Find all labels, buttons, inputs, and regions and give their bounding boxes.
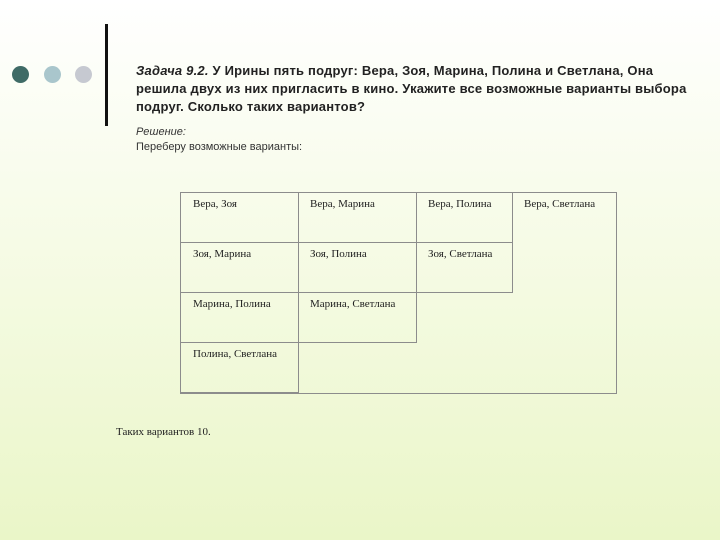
- grid-line: [180, 192, 181, 393]
- answer-text: Таких вариантов 10.: [116, 426, 211, 438]
- pair-cell: Марина, Светлана: [310, 298, 396, 310]
- grid-line: [416, 192, 417, 343]
- title-divider: [105, 24, 108, 126]
- task-title: [136, 62, 706, 116]
- grid-line: [180, 292, 512, 293]
- pair-cell: Зоя, Светлана: [428, 248, 493, 260]
- solution-label: Решение:: [136, 126, 186, 138]
- pair-cell: Марина, Полина: [193, 298, 271, 310]
- pair-cell: Зоя, Полина: [310, 248, 367, 260]
- pair-cell: Полина, Светлана: [193, 348, 277, 360]
- solution-intro: Переберу возможные варианты:: [136, 141, 303, 153]
- pair-cell: Вера, Светлана: [524, 198, 596, 210]
- grid-line: [180, 392, 298, 394]
- pair-cell: Вера, Марина: [310, 198, 375, 210]
- task-number: Задача 9.2.: [136, 63, 209, 78]
- grid-line: [180, 192, 616, 193]
- grid-line: [298, 192, 299, 393]
- pair-cell: Вера, Полина: [428, 198, 492, 210]
- grid-line: [616, 192, 617, 394]
- pair-cell: Вера, Зоя: [193, 198, 237, 210]
- grid-line: [298, 393, 616, 394]
- decor-dot-gray: [75, 66, 92, 83]
- decor-dot-light: [44, 66, 61, 83]
- grid-line: [512, 192, 513, 293]
- decor-dot-dark: [12, 66, 29, 83]
- grid-line: [180, 242, 512, 243]
- task-statement: У Ирины пять подруг: Вера, Зоя, Марина, Полина и Светлана, Она решила двух из них пригласить в кино. Укажите все возможные варианты выбора подруг. Сколько таких вариантов?: [136, 63, 687, 114]
- pair-cell: Зоя, Марина: [193, 248, 252, 260]
